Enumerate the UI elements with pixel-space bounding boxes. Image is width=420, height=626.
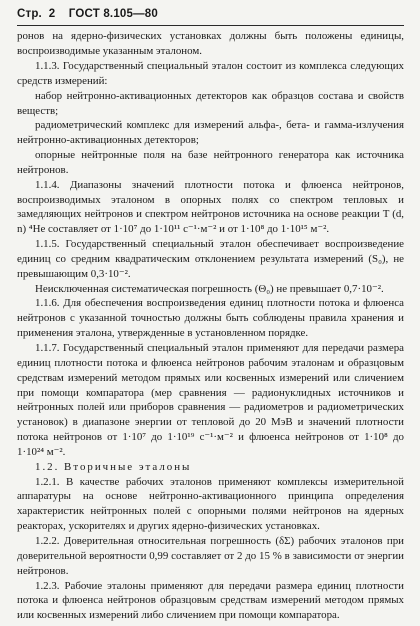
paragraph-list-item: опорные нейтронные поля на базе нейтронного генератора как источника нейтронов. — [17, 149, 404, 176]
paragraph-1-1-6: 1.1.6. Для обеспечения воспроизведения единиц плотности потока и флюенса нейтронов с указанной точностью должны быть соблюдены правила хранения и применения эталона, утвержденные в установленном порядке. — [17, 297, 404, 340]
paragraph-1-2-1: 1.2.1. В качестве рабочих эталонов применяют комплексы измерительной аппаратуры на основе нейтронно-активационного принципа определения характеристик нейтронных полей с опорными полями нейтронов на ядерных реакторах, ускорителях и других ядерно-физических установках. — [17, 475, 404, 533]
paragraph-systematic-error: Неисключенная систематическая погрешность (Θ₀) не превышает 0,7·10⁻². — [35, 282, 384, 295]
paragraph-continuation: ронов на ядерно-физических установках должны быть положены единицы, воспроизводимые указанным эталоном. — [17, 30, 404, 58]
paragraph-1-1-5: 1.1.5. Государственный специальный эталон обеспечивает воспроизведение единиц со средним квадратическим отклонением результата измерений (S₀), не превышающим 0,3·10⁻². — [17, 238, 404, 280]
header-rule — [17, 25, 404, 26]
paragraph-list-item: радиометрический комплекс для измерений альфа-, бета- и гамма-излучения нейтронно-активационных детекторов; — [17, 119, 404, 147]
page-number: 2 — [48, 8, 56, 20]
body-text — [17, 29, 404, 623]
paragraph-1-2-2: 1.2.2. Доверительная относительная погрешность (δΣ) рабочих эталонов при доверительной вероятности 0,99 составляет от 2 до 15 % в зависимости от энергии нейтронов. — [17, 534, 404, 577]
standard-designation: ГОСТ 8.105—80 — [68, 8, 159, 20]
paragraph-1-1-3: 1.1.3. Государственный специальный эталон состоит из комплекса следующих средств измерений: — [17, 59, 404, 87]
page-prefix: Стр. — [17, 8, 42, 20]
paragraph-1-2-3: 1.2.3. Рабочие эталоны применяют для передачи размера единиц плотности потока и флюенса нейтронов образцовым средствам измерений методом прямых или косвенных измерений либо сличением при помощи компаратора. — [17, 579, 404, 622]
paragraph-1-1-7: 1.1.7. Государственный специальный эталон применяют для передачи размера единиц плотности потока и флюенса нейтронов рабочим эталонам и образцовым средствам измерений методом прямых или косвенных измерений или сличением при помощи компаратора (мер сравнения — радионуклидных источников и нейтронных полей или приборов сравнения — радиометров и радиометрических установок) в диапазоне энергии от тепловой до 20 МэВ и значений плотности потока нейтронов от 1·10⁷ до 1·10¹⁹ с⁻¹·м⁻² и флюенса нейтронов от 1·10⁸ до 1·10²⁴ м⁻². — [17, 342, 404, 458]
page-header — [17, 7, 404, 22]
paragraph-1-1-4: 1.1.4. Диапазоны значений плотности потока и флюенса нейтронов, воспроизводимых эталоном в опорных полях со спектром тепловых и замедляющих нейтронов и спектром нейтронов источника на основе реакции T (d, n) ⁴He составляет от 1·10⁷ до 1·10¹¹ с⁻¹·м⁻² и от 1·10⁸ до 1·10¹⁵ м⁻². — [17, 178, 404, 236]
paragraph-list-item: набор нейтронно-активационных детекторов как образцов состава и свойств веществ; — [17, 89, 404, 117]
section-heading-secondary-standards: 1.2. Вторичные эталоны — [35, 460, 192, 473]
